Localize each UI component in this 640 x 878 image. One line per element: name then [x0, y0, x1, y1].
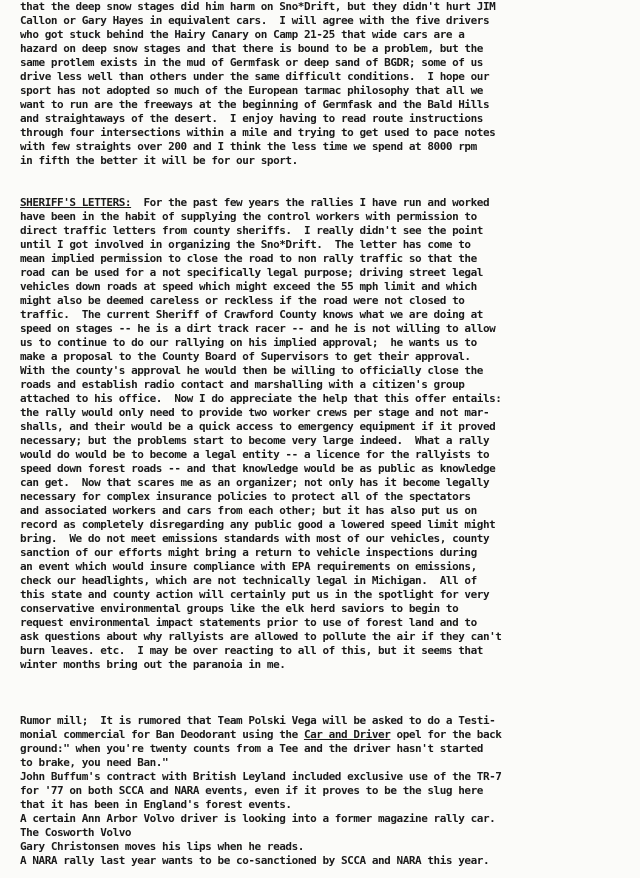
- rumor-heading: Rumor mill;: [20, 714, 88, 727]
- sheriff-line: have been in the habit of supplying the control workers with permission to: [20, 210, 477, 223]
- sheriff-line: winter months bring out the paranoia in me.: [20, 658, 286, 671]
- p1-line: same protlem exists in the mud of Germfask or deep sand of BGDR; some of us: [20, 56, 483, 69]
- rumor-line: The Cosworth Volvo: [20, 826, 132, 839]
- sheriff-first-line: [20, 196, 489, 210]
- rumor-line: A NARA rally last year wants to be co-sanctioned by SCCA and NARA this year.: [20, 854, 490, 867]
- sheriff-line: roads and establish radio contact and marshalling with a citizen's group: [20, 378, 465, 391]
- p1-line: in fifth the better it will be for our sport.: [20, 154, 298, 167]
- sheriff-line: shalls, and their would be a quick access to emergency equipment if it proved: [20, 420, 496, 433]
- rumor-line: ground:" when you're twenty counts from a Tee and the driver hasn't started: [20, 742, 483, 755]
- sheriff-line: vehicles down roads at speed which might exceed the 55 mph limit and which: [20, 280, 477, 293]
- sheriff-line: necessary for complex insurance policies to protect all of the spectators: [20, 490, 471, 503]
- rumor-line: to brake, you need Ban.": [20, 756, 169, 769]
- sheriff-line: might also be deemed careless or reckless if the road were not closed to: [20, 294, 465, 307]
- sheriff-line: speed down forest roads -- and that knowledge would be as public as knowledge: [20, 462, 496, 475]
- sheriff-line: sanction of our efforts might bring a return to vehicle inspections during: [20, 546, 477, 559]
- sheriff-line: make a proposal to the County Board of Supervisors to get their approval.: [20, 350, 471, 363]
- rumor-line: that it has been in England's forest events.: [20, 798, 292, 811]
- rumor-line: John Buffum's contract with British Leyland included exclusive use of the TR-7: [20, 770, 502, 783]
- car-and-driver-underlined: Car and Driver: [303, 728, 391, 741]
- sheriff-line: burn leaves. etc. I may be over reacting to all of this, but it seems that: [20, 644, 483, 657]
- p1-line: hazard on deep snow stages and that there is bound to be a problem, but the: [20, 42, 483, 55]
- sheriff-line: request environmental impact statements prior to use of forest land and to: [20, 616, 477, 629]
- p1-line: drive less well than others under the same difficult conditions. I hope our: [20, 70, 490, 83]
- sheriff-line: mean implied permission to close the road to non rally traffic so that the: [20, 252, 477, 265]
- p1-line: who got stuck behind the Hairy Canary on Camp 21-25 that wide cars are a: [20, 28, 465, 41]
- sheriff-line: until I got involved in organizing the Sno*Drift. The letter has come to: [20, 238, 471, 251]
- rumor-line: Gary Christonsen moves his lips when he reads.: [20, 840, 304, 853]
- rumor-line: [20, 728, 501, 742]
- sheriff-line: traffic. The current Sheriff of Crawford County knows what we are doing at: [20, 308, 483, 321]
- rumor-first-rest: It is rumored that Team Polski Vega will be asked to do a Testi-: [87, 714, 496, 727]
- sheriff-line: check our headlights, which are not technically legal in Michigan. All of: [20, 574, 477, 587]
- sheriff-line: ask questions about why rallyists are allowed to pollute the air if they can't: [20, 630, 502, 643]
- sheriff-line: the rally would only need to provide two worker crews per stage and not mar-: [20, 406, 490, 419]
- p1-line: that the deep snow stages did him harm on Sno*Drift, but they didn't hurt JIM: [20, 0, 496, 13]
- p1-line: and straightaways of the desert. I enjoy having to read route instructions: [20, 112, 483, 125]
- rumor-first-line: [20, 714, 495, 728]
- p1-line: with few straights over 200 and I think the less time we spend at 8000 rpm: [20, 140, 477, 153]
- sheriff-line: bring. We do not meet emissions standards with most of our vehicles, county: [20, 532, 490, 545]
- p1-line: Callon or Gary Hayes in equivalent cars. I will agree with the five drivers: [20, 14, 490, 27]
- sheriff-line: road can be used for a not specifically legal purpose; driving street legal: [20, 266, 483, 279]
- sheriff-line: record as completely disregarding any public good a lowered speed limit might: [20, 518, 496, 531]
- sheriff-line: speed on stages -- he is a dirt track racer -- and he is not willing to allow: [20, 322, 496, 335]
- sheriff-line: necessary; but the problems start to become very large indeed. What a rally: [20, 434, 490, 447]
- rumor-line-part: monial commercial for Ban Deodorant using the: [20, 728, 304, 741]
- sheriff-line: us to continue to do our rallying on his implied approval; he wants us to: [20, 336, 477, 349]
- p1-line: through four intersections within a mile and trying to get used to pace notes: [20, 126, 496, 139]
- sheriff-line: With the county's approval he would then be willing to officially close the: [20, 364, 483, 377]
- sheriff-line: and associated workers and cars from each other; but it has also put us on: [20, 504, 477, 517]
- sheriff-line: this state and county action will certainly put us in the spotlight for very: [20, 588, 490, 601]
- sheriff-line: attached to his office. Now I do appreciate the help that this offer entails:: [20, 392, 502, 405]
- sheriff-line: an event which would insure compliance with EPA requirements on emissions,: [20, 560, 477, 573]
- sheriff-line: would do would be to become a legal entity -- a licence for the rallyists to: [20, 448, 490, 461]
- rumor-line: for '77 on both SCCA and NARA events, even if it proves to be the slug here: [20, 784, 483, 797]
- sheriff-first-rest: For the past few years the rallies I have run and worked: [131, 196, 490, 209]
- rumor-line: A certain Ann Arbor Volvo driver is looking into a former magazine rally car.: [20, 812, 496, 825]
- sheriff-line: conservative environmental groups like the elk herd saviors to begin to: [20, 602, 459, 615]
- rumor-line-part: opel for the back: [390, 728, 502, 741]
- p1-line: sport has not adopted so much of the European tarmac philosophy that all we: [20, 84, 483, 97]
- sheriff-heading: SHERIFF'S LETTERS:: [20, 196, 132, 209]
- sheriff-line: can get. Now that scares me as an organizer; not only has it become legally: [20, 476, 490, 489]
- sheriff-line: direct traffic letters from county sheriffs. I really didn't see the point: [20, 224, 483, 237]
- p1-line: want to run are the freeways at the beginning of Germfask and the Bald Hills: [20, 98, 490, 111]
